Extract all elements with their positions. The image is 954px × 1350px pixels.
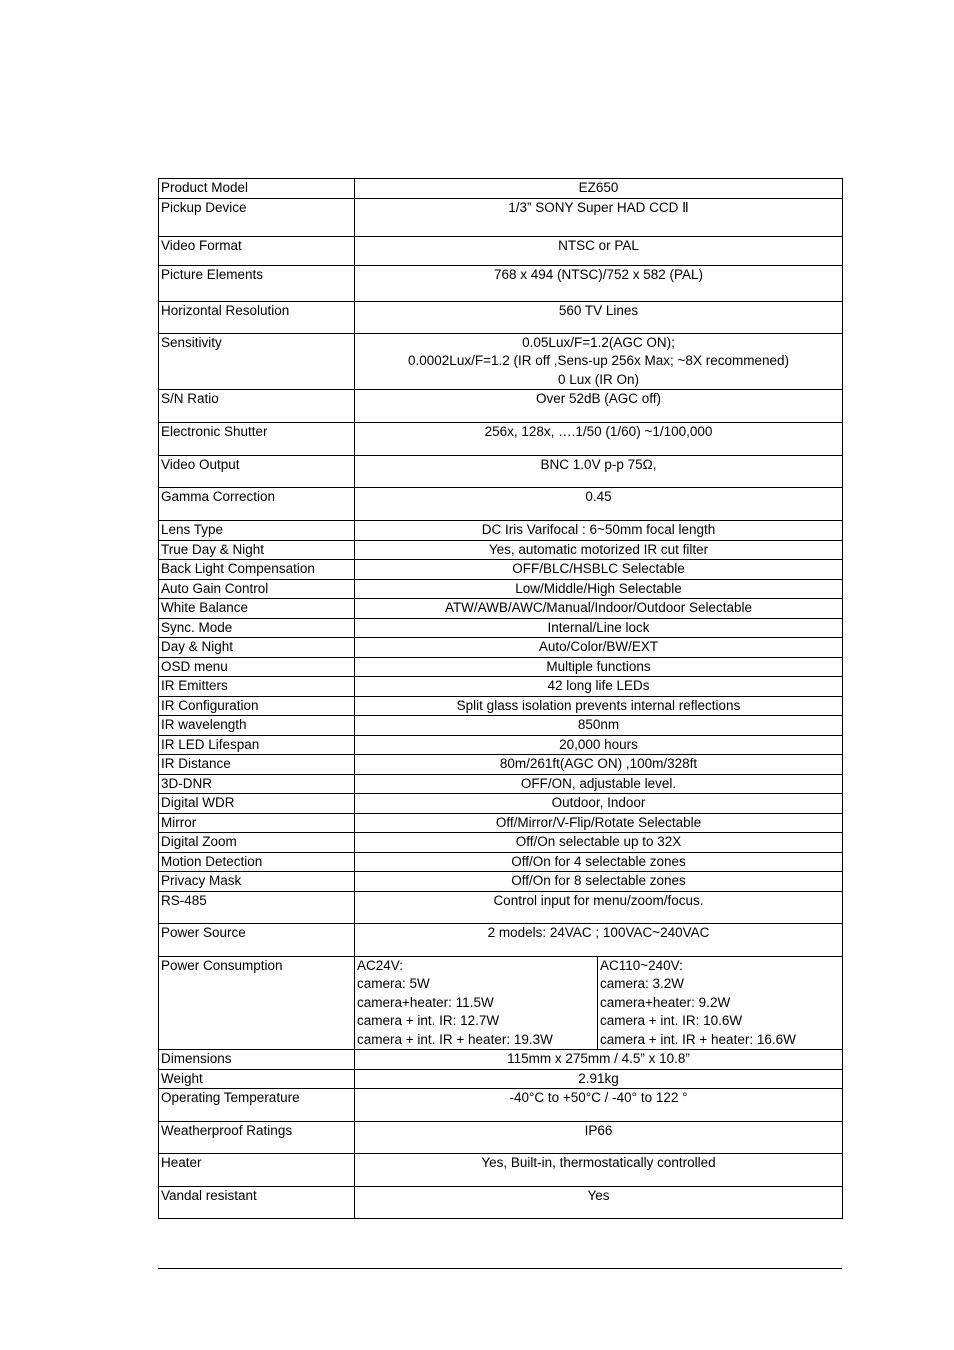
- spec-row: [159, 755, 843, 775]
- power-line: camera + int. IR + heater: 19.3W: [357, 1031, 553, 1047]
- spec-value: Yes: [355, 1187, 843, 1219]
- spec-row: [159, 1122, 843, 1154]
- spec-value: EZ650: [355, 179, 843, 199]
- spec-table-body: [159, 179, 843, 1219]
- spec-label: Power Consumption: [159, 956, 355, 1050]
- spec-label: Video Format: [159, 236, 355, 265]
- power-line: AC110~240V:: [600, 957, 683, 973]
- spec-row: [159, 735, 843, 755]
- spec-label: Mirror: [159, 813, 355, 833]
- spec-value: OFF/BLC/HSBLC Selectable: [355, 560, 843, 580]
- spec-value: Over 52dB (AGC off): [355, 390, 843, 423]
- spec-value-line: 0 Lux (IR On): [557, 371, 640, 387]
- spec-label: Sync. Mode: [159, 618, 355, 638]
- spec-row: [159, 1050, 843, 1070]
- spec-value: 560 TV Lines: [355, 301, 843, 333]
- spec-value: 1/3” SONY Super HAD CCD Ⅱ: [355, 198, 843, 236]
- spec-row: [159, 198, 843, 236]
- spec-row: [159, 301, 843, 333]
- power-line: camera + int. IR: 10.6W: [600, 1013, 743, 1028]
- spec-value: 0.45: [355, 488, 843, 521]
- spec-row: [159, 333, 843, 390]
- spec-label: IR LED Lifespan: [159, 735, 355, 755]
- spec-label: OSD menu: [159, 657, 355, 677]
- spec-value: Outdoor, Indoor: [355, 794, 843, 814]
- spec-value: Multiple functions: [355, 657, 843, 677]
- spec-label: True Day & Night: [159, 540, 355, 560]
- spec-value: 850nm: [355, 716, 843, 736]
- power-line: camera+heater: 9.2W: [600, 994, 731, 1010]
- spec-row: [159, 423, 843, 456]
- spec-label: Lens Type: [159, 521, 355, 541]
- spec-value: Off/On for 4 selectable zones: [355, 852, 843, 872]
- spec-value: [355, 333, 843, 390]
- power-line: camera: 5W: [357, 976, 430, 991]
- spec-row: [159, 677, 843, 697]
- spec-label: IR Distance: [159, 755, 355, 775]
- spec-label: Day & Night: [159, 638, 355, 658]
- spec-label: S/N Ratio: [159, 390, 355, 423]
- spec-value: Yes, automatic motorized IR cut filter: [355, 540, 843, 560]
- spec-row: [159, 956, 843, 1050]
- spec-row: [159, 1154, 843, 1187]
- power-line: AC24V:: [357, 957, 404, 973]
- spec-value: Control input for menu/zoom/focus.: [355, 891, 843, 923]
- spec-label: Privacy Mask: [159, 872, 355, 892]
- spec-label: Motion Detection: [159, 852, 355, 872]
- spec-label: Vandal resistant: [159, 1187, 355, 1219]
- spec-label: IR Emitters: [159, 677, 355, 697]
- spec-label: IR Configuration: [159, 696, 355, 716]
- spec-row: [159, 456, 843, 488]
- power-line: camera + int. IR: 12.7W: [357, 1013, 500, 1028]
- spec-row: [159, 923, 843, 956]
- spec-label: Weight: [159, 1069, 355, 1089]
- spec-row: [159, 813, 843, 833]
- spec-label: Electronic Shutter: [159, 423, 355, 456]
- spec-value: -40°C to +50°C / -40° to 122 °: [355, 1089, 843, 1122]
- spec-row: [159, 179, 843, 199]
- spec-value-line: 0.05Lux/F=1.2(AGC ON);: [522, 334, 675, 350]
- spec-label: Power Source: [159, 923, 355, 956]
- spec-row: [159, 852, 843, 872]
- spec-value: ATW/AWB/AWC/Manual/Indoor/Outdoor Selectable: [355, 599, 843, 619]
- spec-label: Back Light Compensation: [159, 560, 355, 580]
- spec-value: 2.91kg: [355, 1069, 843, 1089]
- spec-label: Digital WDR: [159, 794, 355, 814]
- spec-row: [159, 716, 843, 736]
- spec-row: [159, 265, 843, 301]
- spec-row: [159, 638, 843, 658]
- spec-row: [159, 1187, 843, 1219]
- spec-value: BNC 1.0V p-p 75Ω,: [355, 456, 843, 488]
- footer-rule: [158, 1268, 842, 1269]
- spec-value: Internal/Line lock: [355, 618, 843, 638]
- spec-value-line: 0.0002Lux/F=1.2 (IR off ,Sens-up 256x Max; ~8X recommened): [408, 353, 789, 368]
- power-ac110-240v-cell: [598, 956, 843, 1050]
- power-line: camera+heater: 11.5W: [357, 994, 494, 1010]
- spec-value: OFF/ON, adjustable level.: [355, 774, 843, 794]
- spec-row: [159, 657, 843, 677]
- spec-label: Picture Elements: [159, 265, 355, 301]
- spec-row: [159, 488, 843, 521]
- power-line: camera: 3.2W: [600, 976, 685, 991]
- spec-value: NTSC or PAL: [355, 236, 843, 265]
- spec-value: Low/Middle/High Selectable: [355, 579, 843, 599]
- spec-value: Off/On selectable up to 32X: [355, 833, 843, 853]
- spec-row: [159, 390, 843, 423]
- spec-row: [159, 540, 843, 560]
- spec-label: Horizontal Resolution: [159, 301, 355, 333]
- spec-label: Video Output: [159, 456, 355, 488]
- spec-label: Dimensions: [159, 1050, 355, 1070]
- spec-row: [159, 521, 843, 541]
- spec-value: DC Iris Varifocal : 6~50mm focal length: [355, 521, 843, 541]
- spec-row: [159, 618, 843, 638]
- spec-value: 256x, 128x, ….1/50 (1/60) ~1/100,000: [355, 423, 843, 456]
- spec-label: RS-485: [159, 891, 355, 923]
- spec-value: Auto/Color/BW/EXT: [355, 638, 843, 658]
- spec-value: 115mm x 275mm / 4.5” x 10.8”: [355, 1050, 843, 1070]
- spec-label: White Balance: [159, 599, 355, 619]
- spec-row: [159, 774, 843, 794]
- spec-label: Auto Gain Control: [159, 579, 355, 599]
- spec-value: Split glass isolation prevents internal reflections: [355, 696, 843, 716]
- spec-row: [159, 236, 843, 265]
- spec-label: Operating Temperature: [159, 1089, 355, 1122]
- spec-label: Gamma Correction: [159, 488, 355, 521]
- spec-value: IP66: [355, 1122, 843, 1154]
- spec-value: Yes, Built-in, thermostatically controlled: [355, 1154, 843, 1187]
- spec-value: 80m/261ft(AGC ON) ,100m/328ft: [355, 755, 843, 775]
- spec-value: Off/On for 8 selectable zones: [355, 872, 843, 892]
- spec-row: [159, 891, 843, 923]
- spec-value: Off/Mirror/V-Flip/Rotate Selectable: [355, 813, 843, 833]
- spec-label: Pickup Device: [159, 198, 355, 236]
- spec-label: Sensitivity: [159, 333, 355, 390]
- spec-row: [159, 1089, 843, 1122]
- spec-label: 3D-DNR: [159, 774, 355, 794]
- power-line: camera + int. IR + heater: 16.6W: [600, 1031, 796, 1047]
- spec-value: 2 models: 24VAC ; 100VAC~240VAC: [355, 923, 843, 956]
- spec-row: [159, 833, 843, 853]
- spec-row: [159, 1069, 843, 1089]
- spec-value: 20,000 hours: [355, 735, 843, 755]
- spec-label: Weatherproof Ratings: [159, 1122, 355, 1154]
- spec-row: [159, 696, 843, 716]
- spec-label: Digital Zoom: [159, 833, 355, 853]
- spec-row: [159, 560, 843, 580]
- spec-row: [159, 599, 843, 619]
- spec-row: [159, 794, 843, 814]
- spec-label: IR wavelength: [159, 716, 355, 736]
- spec-row: [159, 872, 843, 892]
- spec-label: Heater: [159, 1154, 355, 1187]
- spec-value: 768 x 494 (NTSC)/752 x 582 (PAL): [355, 265, 843, 301]
- spec-table: [158, 178, 843, 1219]
- spec-row: [159, 579, 843, 599]
- spec-label: Product Model: [159, 179, 355, 199]
- spec-value: 42 long life LEDs: [355, 677, 843, 697]
- power-ac24v-cell: [355, 956, 598, 1050]
